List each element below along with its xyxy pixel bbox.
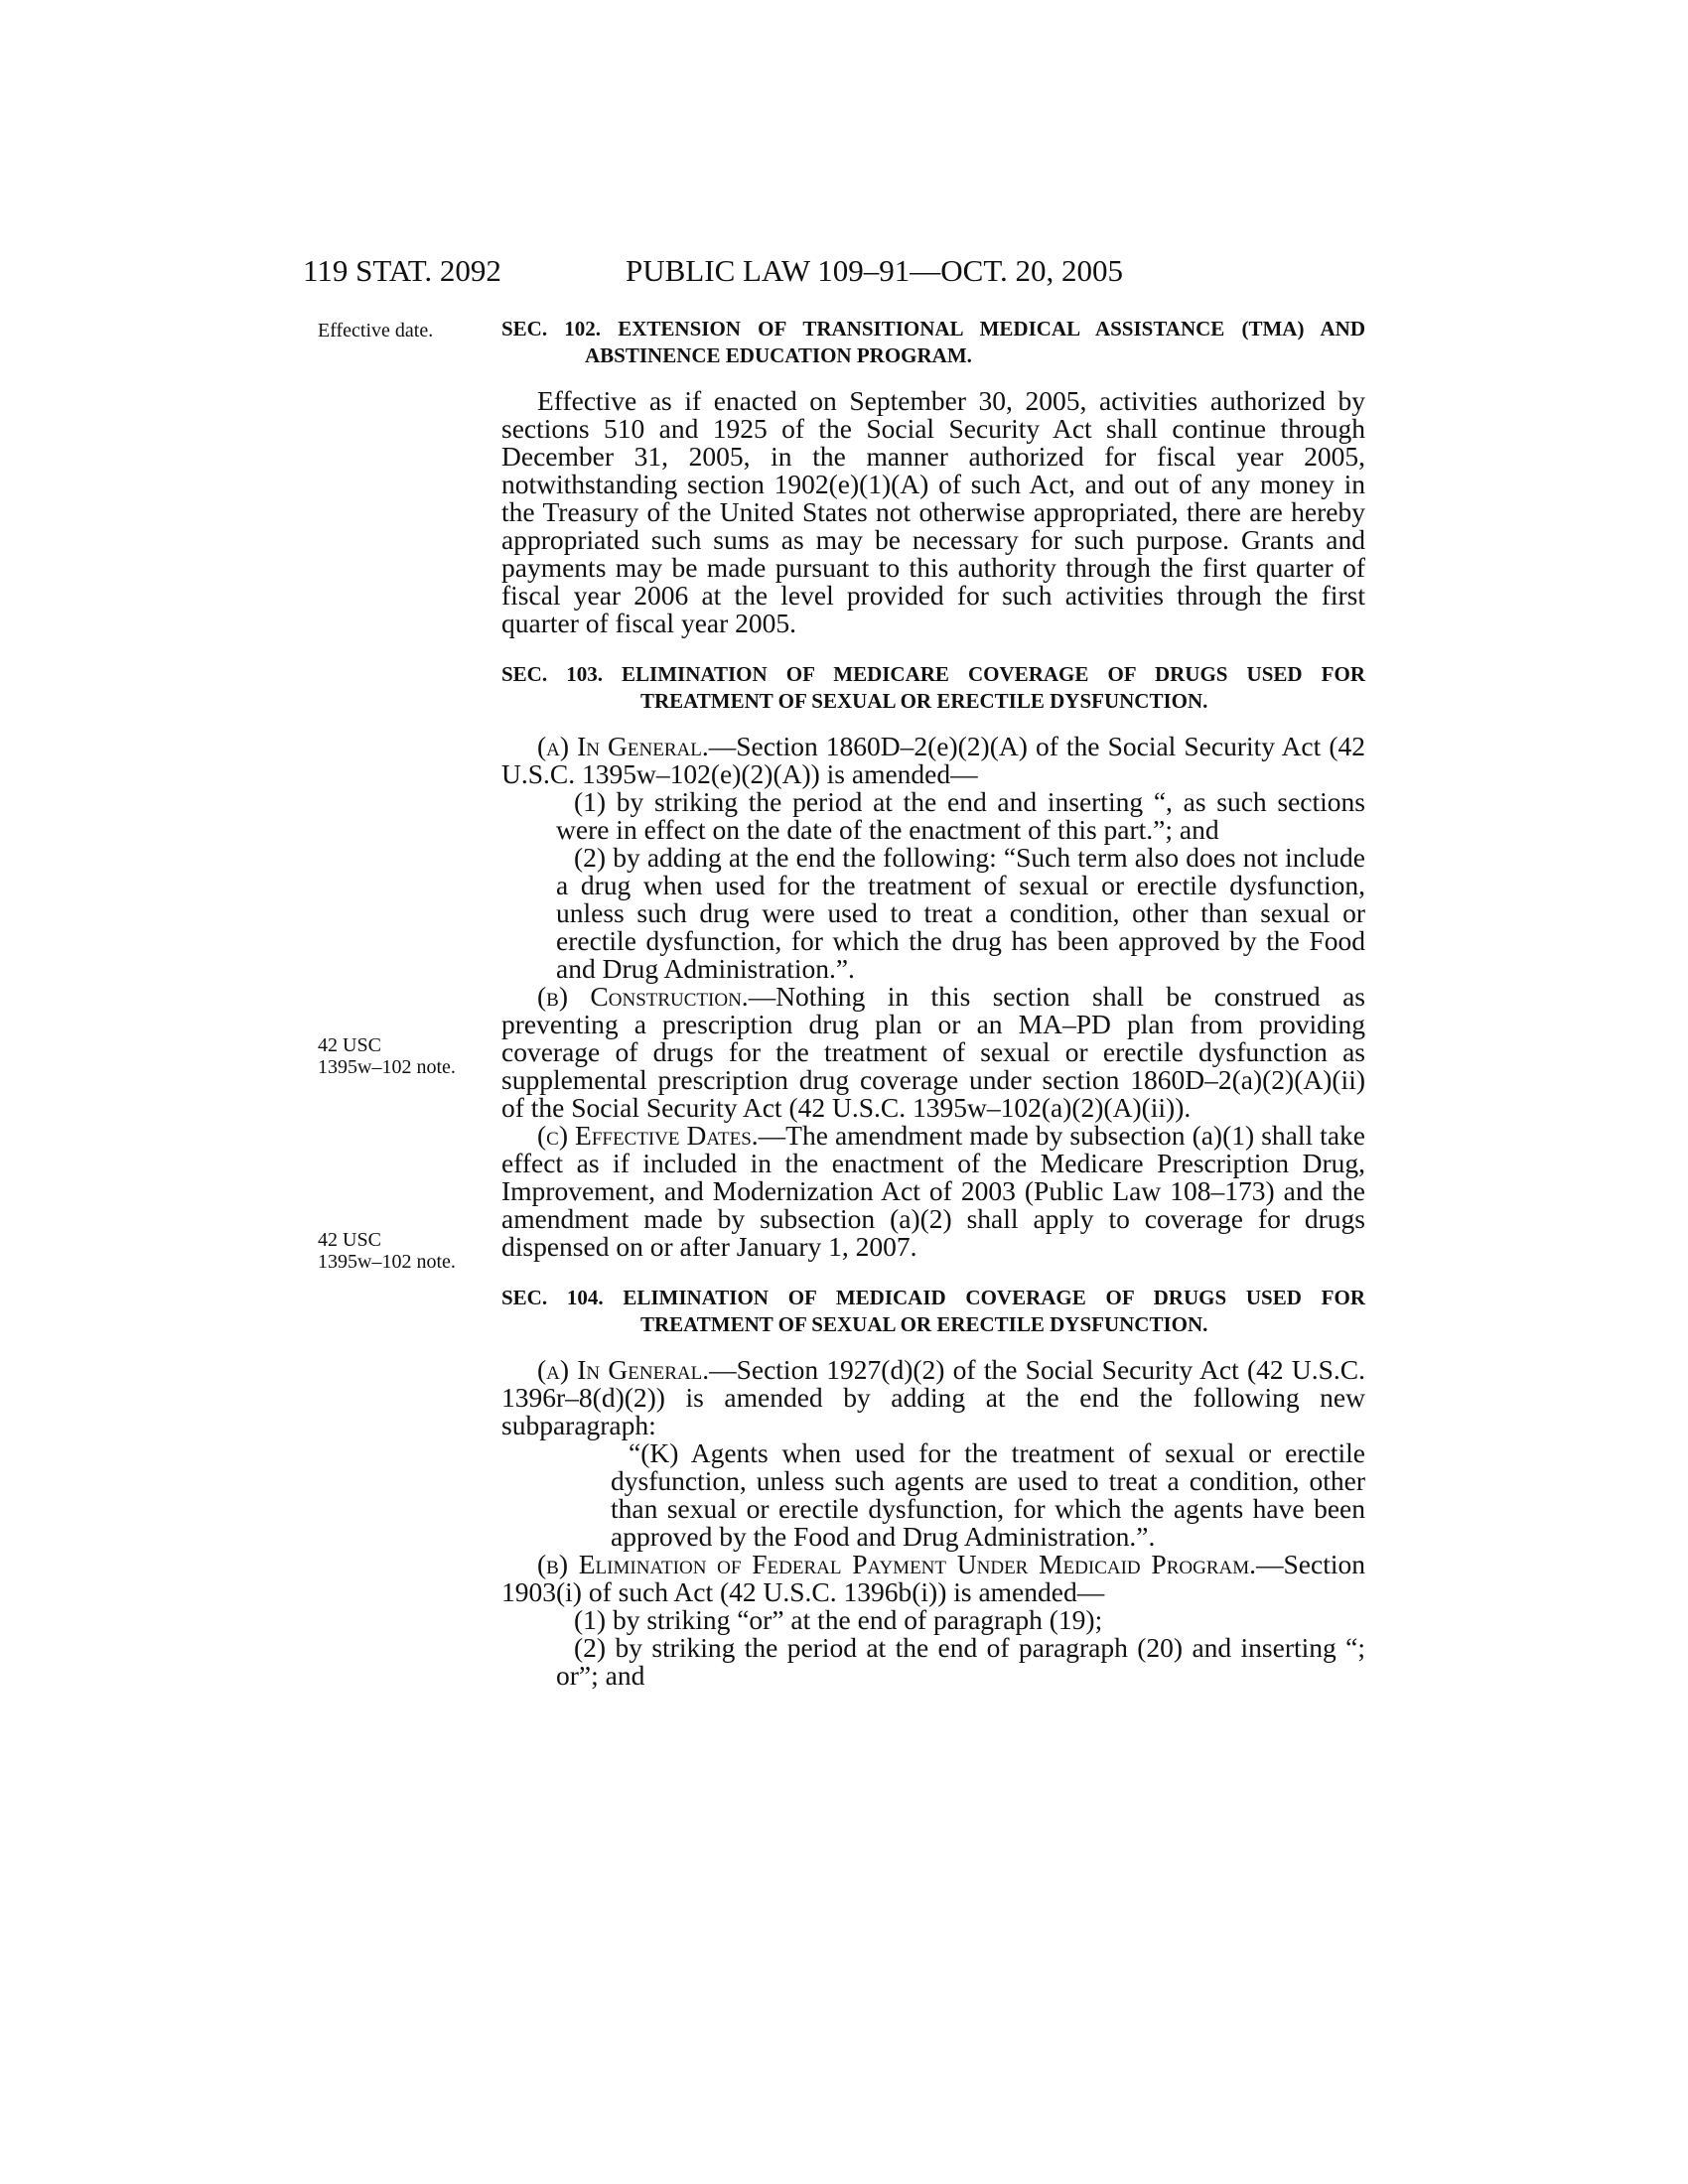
margin-note-usc-2-line1: 42 USC <box>318 1229 381 1251</box>
section-103-heading: SEC. 103. ELIMINATION OF MEDICARE COVERAGE OF DRUGS USED FOR TREATMENT OF SEXUAL OR ERECTILE DYSFUNCTION. <box>501 662 1365 713</box>
section-104-b-paragraph-2: (2) by striking the period at the end of paragraph (20) and inserting “; or”; and <box>556 1632 1365 1691</box>
section-104-subsection-b <box>501 1551 1365 1606</box>
document-body <box>501 316 1365 1690</box>
statute-page-reference: 119 STAT. 2092 <box>303 253 501 288</box>
margin-note-usc-2 <box>318 1229 487 1273</box>
margin-note-usc-1-line1: 42 USC <box>318 1034 381 1056</box>
section-103-a-paragraph-1: (1) by striking the period at the end and inserting “, as such sections were in effect on the date of the enactment of this part.”; and <box>556 786 1365 845</box>
section-103-b-text: —Nothing in this section shall be construed as preventing a prescription drug plan or an MA–PD plan from providing coverage of drugs for the treatment of sexual or erectile dysfunction as supplemental prescription drug coverage under section 1860D–2(a)(2)(A)(ii) of the Social Security Act (42 U.S.C. 1395w–102(a)(2)(A)(ii)). <box>501 981 1365 1123</box>
section-104-b-label: (b) Elimination of Federal Payment Under Medicaid Program. <box>537 1549 1256 1579</box>
section-103-b-label: (b) Construction. <box>537 981 749 1012</box>
section-103-subsection-c <box>501 1122 1365 1261</box>
section-104-b-paragraph-1: (1) by striking “or” at the end of paragraph (19); <box>574 1604 1103 1635</box>
section-102-text: Effective as if enacted on September 30, 2005, activities authorized by sections 510 and 1925 of the Social Security Act shall continue through December 31, 2005, in the manner authorized for fiscal year 2005, notwithstanding section 1902(e)(1)(A) of such Act, and out of any money in the Treasury of the United States not otherwise appropriated, there are hereby appropriated such sums as may be necessary for such purpose. Grants and payments may be made pursuant to this authority through the first quarter of fiscal year 2006 at the level provided for such activities through the first quarter of fiscal year 2005. <box>501 385 1365 638</box>
section-103-a-paragraph-2: (2) by adding at the end the following: “Such term also does not include a drug when used for the treatment of sexual or erectile dysfunction, unless such drug were used to treat a condition, other than sexual or erectile dysfunction, for which the drug has been approved by the Food and Drug Administration.”. <box>556 842 1365 984</box>
section-103-subsection-a <box>501 733 1365 788</box>
public-law-title: PUBLIC LAW 109–91—OCT. 20, 2005 <box>626 253 1123 288</box>
section-102-heading: SEC. 102. EXTENSION OF TRANSITIONAL MEDICAL ASSISTANCE (TMA) AND ABSTINENCE EDUCATION PROGRAM. <box>501 317 1365 367</box>
margin-note-effective-date: Effective date. <box>318 320 434 341</box>
section-104-a-text: —Section 1927(d)(2) of the Social Security Act (42 U.S.C. 1396r–8(d)(2)) is amended by adding at the end the following new subparagraph: <box>501 1354 1365 1440</box>
section-103-c-text: —The amendment made by subsection (a)(1) shall take effect as if included in the enactment of the Medicare Prescription Drug, Improvement, and Modernization Act of 2003 (Public Law 108–173) and the amendment made by subsection (a)(2) shall apply to coverage for drugs dispensed on or after January 1, 2007. <box>501 1120 1365 1262</box>
margin-note-usc-1-line2: 1395w–102 note. <box>318 1056 456 1078</box>
section-104-subsection-a <box>501 1356 1365 1439</box>
section-104-a-label: (a) In General. <box>537 1354 710 1385</box>
section-103-subsection-b <box>501 983 1365 1122</box>
section-104-a-quoted-subparagraph: “(K) Agents when used for the treatment of sexual or erectile dysfunction, unless such agents are used to treat a condition, other than sexual or erectile dysfunction, for which the agents have been approved by the Food and Drug Administration.”. <box>611 1437 1365 1552</box>
section-103-a-text: —Section 1860D–2(e)(2)(A) of the Social Security Act (42 U.S.C. 1395w–102(e)(2)(A)) is amended— <box>501 731 1365 789</box>
margin-note-usc-2-line2: 1395w–102 note. <box>318 1251 456 1273</box>
section-104-b-text: —Section 1903(i) of such Act (42 U.S.C. 1396b(i)) is amended— <box>501 1549 1365 1607</box>
section-103-c-label: (c) Effective Dates. <box>537 1120 759 1151</box>
margin-note-usc-1 <box>318 1034 487 1078</box>
section-104-heading: SEC. 104. ELIMINATION OF MEDICAID COVERAGE OF DRUGS USED FOR TREATMENT OF SEXUAL OR ERECTILE DYSFUNCTION. <box>501 1286 1365 1336</box>
page-header <box>303 253 1365 293</box>
section-103-a-label: (a) In General. <box>537 731 709 761</box>
